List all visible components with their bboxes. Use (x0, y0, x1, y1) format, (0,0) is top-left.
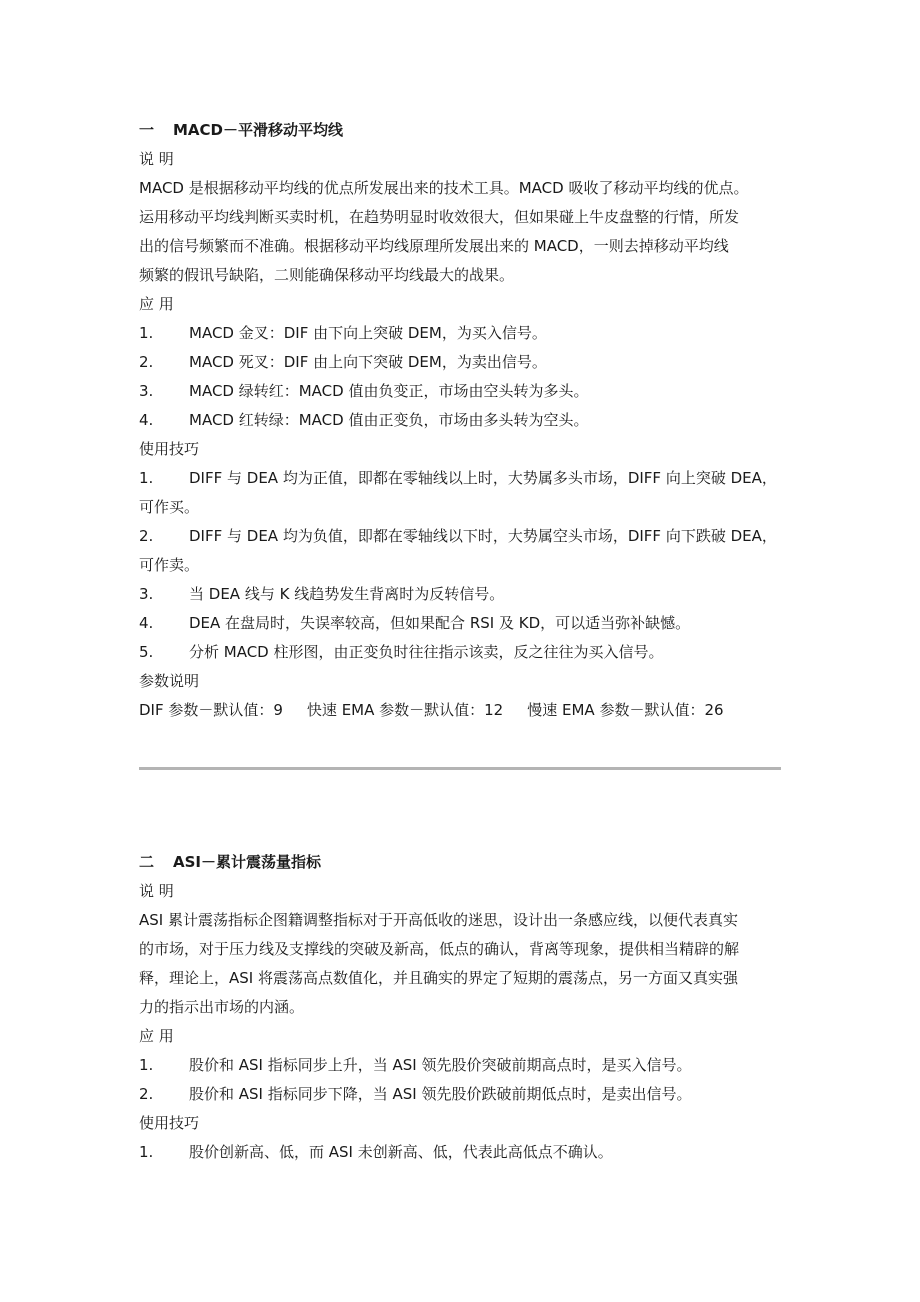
param-heading: 参数说明 (139, 672, 200, 690)
item-text: MACD 死叉：DIF 由上向下突破 DEM，为卖出信号。 (189, 353, 547, 371)
section-title-text: ASI－累计震荡量指标 (173, 853, 321, 871)
app-heading: 应 用 (139, 1027, 174, 1045)
desc-line: ASI 累计震荡指标企图籍调整指标对于开高低收的迷思，设计出一条感应线，以便代表真实 (139, 911, 738, 929)
desc-line: MACD 是根据移动平均线的优点所发展出来的技术工具。MACD 吸收了移动平均线的优点。 (139, 179, 749, 197)
item-number: 3. (139, 585, 154, 603)
item-number: 2. (139, 1085, 154, 1103)
item-text: MACD 绿转红：MACD 值由负变正，市场由空头转为多头。 (189, 382, 589, 400)
item-number: 2. (139, 353, 154, 371)
app-heading: 应 用 (139, 295, 174, 313)
item-text: DIFF 与 DEA 均为负值，即都在零轴线以下时，大势属空头市场，DIFF 向下跌破 DEA， (189, 527, 777, 545)
param-fast-ema: 快速 EMA 参数－默认值：12 (306, 701, 504, 719)
item-number: 1. (139, 1143, 154, 1161)
list-item (139, 1080, 784, 1109)
item-text: DIFF 与 DEA 均为正值，即都在零轴线以上时，大势属多头市场，DIFF 向上突破 DEA， (189, 469, 777, 487)
list-item (139, 377, 784, 406)
param-line (139, 696, 784, 725)
param-dif: DIF 参数－默认值：9 (139, 701, 283, 719)
item-text: MACD 金叉：DIF 由下向上突破 DEM，为买入信号。 (189, 324, 547, 342)
item-continuation: 可作买。 (139, 498, 200, 516)
list-item (139, 319, 784, 348)
item-number: 2. (139, 527, 154, 545)
item-text: 股价和 ASI 指标同步下降，当 ASI 领先股价跌破前期低点时，是卖出信号。 (189, 1085, 692, 1103)
desc-line: 频繁的假讯号缺陷，二则能确保移动平均线最大的战果。 (139, 266, 515, 284)
item-text: 股价创新高、低，而 ASI 未创新高、低，代表此高低点不确认。 (189, 1143, 613, 1161)
item-number: 1. (139, 324, 154, 342)
item-text: 当 DEA 线与 K 线趋势发生背离时为反转信号。 (189, 585, 505, 603)
tips-heading: 使用技巧 (139, 440, 200, 458)
item-number: 4. (139, 614, 154, 632)
list-item (139, 1138, 784, 1167)
item-number: 5. (139, 643, 154, 661)
item-text: 股价和 ASI 指标同步上升，当 ASI 领先股价突破前期高点时，是买入信号。 (189, 1056, 692, 1074)
list-item (139, 406, 784, 435)
param-slow-ema: 慢速 EMA 参数－默认值：26 (527, 701, 724, 719)
item-text: MACD 红转绿：MACD 值由正变负，市场由多头转为空头。 (189, 411, 589, 429)
list-item (139, 1051, 784, 1080)
desc-line: 出的信号频繁而不准确。根据移动平均线原理所发展出来的 MACD，一则去掉移动平均线 (139, 237, 729, 255)
item-text: 分析 MACD 柱形图，由正变负时往往指示该卖，反之往往为买入信号。 (189, 643, 664, 661)
section-number: 一 (139, 121, 155, 139)
list-item (139, 522, 784, 551)
section-title (139, 116, 784, 145)
item-continuation: 可作卖。 (139, 556, 200, 574)
item-number: 3. (139, 382, 154, 400)
section-macd (139, 116, 784, 725)
desc-heading: 说 明 (139, 882, 174, 900)
section-asi (139, 848, 784, 1167)
list-item (139, 609, 784, 638)
item-number: 1. (139, 1056, 154, 1074)
list-item (139, 464, 784, 493)
desc-line: 运用移动平均线判断买卖时机，在趋势明显时收效很大，但如果碰上牛皮盘整的行情，所发 (139, 208, 740, 226)
desc-line: 力的指示出市场的内涵。 (139, 998, 305, 1016)
desc-line: 的市场，对于压力线及支撑线的突破及新高，低点的确认，背离等现象，提供相当精辟的解 (139, 940, 740, 958)
list-item (139, 638, 784, 667)
item-number: 4. (139, 411, 154, 429)
desc-heading: 说 明 (139, 150, 174, 168)
list-item (139, 348, 784, 377)
section-number: 二 (139, 853, 155, 871)
item-text: DEA 在盘局时，失误率较高，但如果配合 RSI 及 KD，可以适当弥补缺憾。 (189, 614, 691, 632)
section-divider (139, 767, 781, 770)
section-title-text: MACD－平滑移动平均线 (173, 121, 343, 139)
section-title (139, 848, 784, 877)
desc-line: 释，理论上，ASI 将震荡高点数值化，并且确实的界定了短期的震荡点，另一方面又真实强 (139, 969, 738, 987)
tips-heading: 使用技巧 (139, 1114, 200, 1132)
list-item (139, 580, 784, 609)
item-number: 1. (139, 469, 154, 487)
